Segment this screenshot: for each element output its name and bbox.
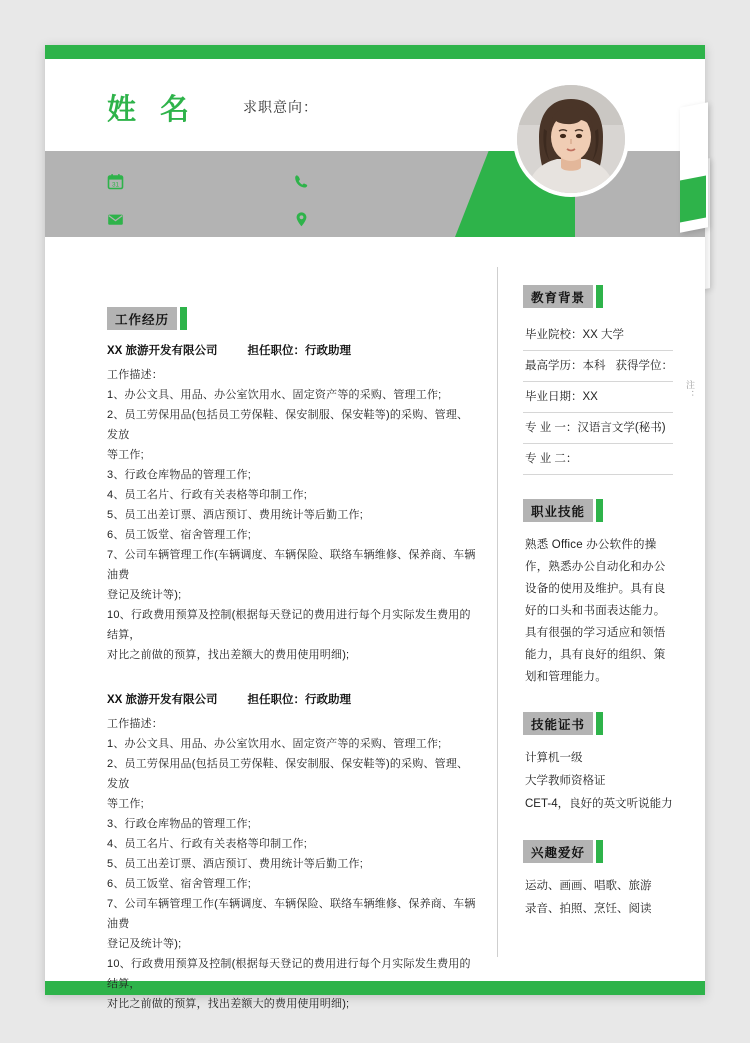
education-row-left: 专 业 一：汉语言文学(秘书) (525, 422, 666, 434)
page-curl-green-accent (680, 175, 706, 222)
svg-text:31: 31 (111, 181, 120, 189)
job-desc-line: 1、办公文具、用品、办公室饮用水、固定资产等的采购、管理工作; (107, 738, 442, 750)
section-title-work-experience: 工作经历 (107, 307, 177, 330)
job-company: XX 旅游开发有限公司 (107, 694, 218, 706)
certificate-item: 计算机一级 (525, 752, 583, 764)
section-title-hobbies: 兴趣爱好 (523, 840, 593, 863)
job-desc-line: 3、行政仓库物品的管理工作; (107, 469, 251, 481)
job-desc-line: 对比之前做的预算，找出差额大的费用使用明细); (107, 998, 350, 1010)
section-title-education: 教育背景 (523, 285, 593, 308)
location-icon (293, 211, 310, 228)
work-experience-item (107, 691, 479, 1014)
section-accent (596, 712, 603, 735)
job-desc-line: 4、员工名片、行政有关表格等印制工作; (107, 838, 307, 850)
education-row-left: 毕业院校：XX 大学 (525, 329, 625, 341)
avatar-photo (517, 85, 625, 193)
sidebar-column (523, 285, 673, 945)
resume-page (45, 45, 705, 1010)
section-accent (180, 307, 187, 330)
section-header-education (523, 285, 631, 308)
section-title-certificates: 技能证书 (523, 712, 593, 735)
phone-icon (293, 173, 310, 190)
education-row-left: 专 业 二： (525, 453, 578, 465)
job-desc-line: 4、员工名片、行政有关表格等印制工作; (107, 489, 307, 501)
job-desc-line: 10、行政费用预算及控制(根据每天登记的费用进行每个月实际发生费用的结算， (107, 958, 471, 990)
skills-paragraph: 熟悉 Office 办公软件的操作，熟悉办公自动化和办公设备的使用及维护。具有良好的口头和书面表达能力。具有很强的学习适应和领悟能力，具有良好的组织、策划和管理能力。 (525, 539, 666, 683)
work-experience-column (107, 307, 479, 1040)
job-desc-line: 7、公司车辆管理工作(车辆调度、车辆保险、联络车辆维修、保养商、车辆油费 (107, 549, 476, 581)
section-accent (596, 840, 603, 863)
avatar (513, 81, 629, 197)
job-position: 担任职位：行政助理 (247, 694, 352, 706)
contact-phone (293, 173, 316, 190)
job-desc-line: 2、员工劳保用品(包括员工劳保鞋、保安制服、保安鞋等)的采购、管理、发放 (107, 758, 469, 790)
education-row (523, 444, 673, 475)
job-desc-line: 6、员工饭堂、宿舍管理工作; (107, 529, 251, 541)
job-desc-label: 工作描述： (107, 369, 163, 381)
section-header-hobbies (523, 840, 631, 863)
candidate-name: 姓 名 (107, 94, 198, 126)
column-divider (497, 267, 498, 957)
job-intent-label: 求职意向： (243, 99, 318, 115)
certificates-block (523, 712, 673, 816)
section-accent (596, 499, 603, 522)
education-row (523, 351, 673, 382)
page-curl-note: 注： (685, 380, 695, 400)
job-desc-line: 对比之前做的预算，找出差额大的费用使用明细); (107, 649, 350, 661)
job-desc-line: 7、公司车辆管理工作(车辆调度、车辆保险、联络车辆维修、保养商、车辆油费 (107, 898, 476, 930)
education-row-left: 最高学历：本科 (525, 360, 606, 372)
hobby-item: 录音、拍照、烹饪、阅读 (525, 903, 652, 915)
job-desc-line: 5、员工出差订票、酒店预订、费用统计等后勤工作; (107, 509, 363, 521)
certificate-item: CET-4，良好的英文听说能力 (525, 798, 673, 810)
calendar-icon (107, 173, 124, 190)
skills-block (523, 499, 673, 688)
education-row (523, 413, 673, 444)
work-experience-item (107, 342, 479, 665)
job-desc-line: 登记及统计等); (107, 589, 182, 601)
job-company: XX 旅游开发有限公司 (107, 345, 218, 357)
section-header-certificates (523, 712, 631, 735)
job-desc-line: 2、员工劳保用品(包括员工劳保鞋、保安制服、保安鞋等)的采购、管理、发放 (107, 409, 469, 441)
job-desc-line: 10、行政费用预算及控制(根据每天登记的费用进行每个月实际发生费用的结算， (107, 609, 471, 641)
contact-email (107, 211, 130, 228)
job-position: 担任职位：行政助理 (247, 345, 352, 357)
section-title-skills: 职业技能 (523, 499, 593, 522)
job-desc-line: 登记及统计等); (107, 938, 182, 950)
job-heading (107, 342, 479, 358)
job-desc-label: 工作描述： (107, 718, 163, 730)
education-block (523, 285, 673, 475)
education-row (523, 320, 673, 351)
top-accent-bar (45, 45, 705, 59)
education-row-left: 毕业日期：XX (525, 391, 598, 403)
job-desc-line: 等工作; (107, 449, 144, 461)
job-desc-line: 1、办公文具、用品、办公室饮用水、固定资产等的采购、管理工作; (107, 389, 442, 401)
section-header-work-experience (107, 307, 215, 330)
hobbies-block (523, 840, 673, 921)
education-row (523, 382, 673, 413)
job-desc-line: 等工作; (107, 798, 144, 810)
email-icon (107, 211, 124, 228)
job-desc-line: 5、员工出差订票、酒店预订、费用统计等后勤工作; (107, 858, 363, 870)
resume-body (45, 237, 705, 1010)
section-accent (596, 285, 603, 308)
contact-location (293, 211, 316, 228)
education-row-right: 获得学位： (615, 360, 673, 372)
job-heading (107, 691, 479, 707)
job-desc-line: 6、员工饭堂、宿舍管理工作; (107, 878, 251, 890)
contact-birthdate (107, 173, 130, 190)
job-desc-line: 3、行政仓库物品的管理工作; (107, 818, 251, 830)
section-header-skills (523, 499, 631, 522)
certificate-item: 大学教师资格证 (525, 775, 606, 787)
hobby-item: 运动、画画、唱歌、旅游 (525, 880, 652, 892)
